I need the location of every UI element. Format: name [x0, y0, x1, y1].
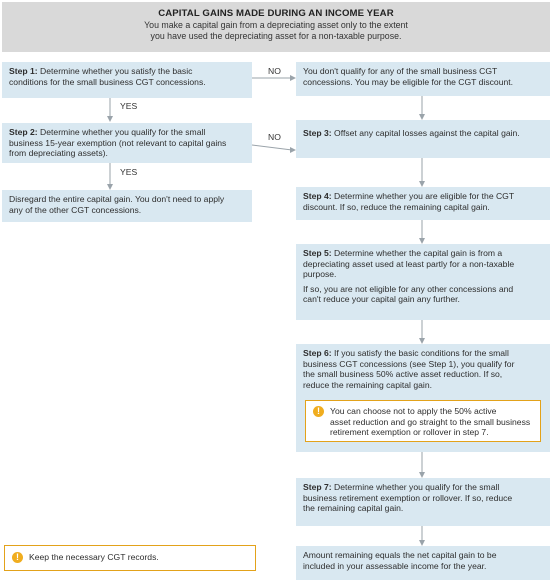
step5-box: [296, 244, 550, 320]
step6-label: Step 6:: [303, 348, 332, 358]
final-text-line-2: included in your assessable income for the year.: [303, 560, 487, 571]
step6-text-line-3: the small business 50% active asset reduction. If so,: [303, 369, 503, 380]
disregard-text-line-2: any of the other CGT concessions.: [9, 204, 142, 215]
disregard-text-line-1: Disregard the entire capital gain. You don't need to apply: [9, 194, 225, 204]
step7-box: [296, 478, 550, 526]
step5-label: Step 5:: [303, 248, 332, 258]
no-qualify-line-1: You don't qualify for any of the small business CGT: [303, 66, 498, 76]
step6-text-line-4: reduce the remaining capital gain.: [303, 379, 432, 390]
step7-text-line-1: Determine whether you qualify for the small: [334, 482, 500, 492]
step4-text-line-1: Determine whether you are eligible for the CGT: [334, 191, 515, 201]
no-qualify-box: [296, 62, 550, 96]
step3-label: Step 3:: [303, 128, 332, 138]
step2-text-line-2: business 15-year exemption (not relevant to capital gains: [9, 137, 227, 148]
final-text-line-1: Amount remaining equals the net capital gain to be: [303, 550, 497, 560]
no-qualify-line-2: concessions. You may be eligible for the CGT discount.: [303, 76, 514, 87]
step7-text-line-2: business retirement exemption or rollover. If so, reduce: [303, 492, 513, 503]
step1-text-line-1: Determine whether you satisfy the basic: [40, 66, 193, 76]
flowchart-subtitle-line-1: You make a capital gain from a depreciating asset only to the extent: [144, 20, 408, 30]
step3-text: Offset any capital losses against the capital gain.: [334, 128, 520, 138]
arrow-step2-no: [252, 145, 292, 150]
step5-para2-line-2: can't reduce your capital gain any further.: [303, 294, 460, 305]
step6-note-line-3: retirement exemption or rollover in step 7.: [330, 427, 489, 438]
step4-box: [296, 187, 550, 220]
flowchart-title: CAPITAL GAINS MADE DURING AN INCOME YEAR: [158, 8, 394, 19]
flowchart-subtitle-line-2: you have used the depreciating asset for a non-taxable purpose.: [150, 30, 402, 41]
step5-text-line-1: Determine whether the capital gain is from a: [334, 248, 503, 258]
step6-note-line-2: asset reduction and go straight to the small business: [330, 416, 531, 427]
step7-label: Step 7:: [303, 482, 332, 492]
disregard-gain-box: [2, 190, 252, 222]
connector-label-no-step1: NO: [268, 66, 281, 76]
step4-text-line-2: discount. If so, reduce the remaining capital gain.: [303, 201, 490, 212]
step2-text-line-1: Determine whether you qualify for the small: [40, 127, 206, 137]
records-note: [4, 545, 256, 571]
step2-label: Step 2:: [9, 127, 38, 137]
step5-text-line-3: purpose.: [303, 269, 337, 280]
warning-icon: !: [12, 552, 23, 563]
step3-box: [296, 120, 550, 158]
step2-text-line-3: from depreciating assets).: [9, 148, 108, 159]
connector-label-no-step2: NO: [268, 132, 281, 142]
step6-text-line-1: If you satisfy the basic conditions for the small: [334, 348, 509, 358]
final-result-box: [296, 546, 550, 580]
connector-label-yes-step1: YES: [120, 101, 138, 111]
step1-text-line-2: conditions for the small business CGT concessions.: [9, 76, 206, 87]
step4-label: Step 4:: [303, 191, 332, 201]
step6-note-line-1: You can choose not to apply the 50% active: [330, 406, 497, 416]
step1-box: [2, 62, 252, 98]
step6-note: [305, 400, 541, 442]
records-note-text: Keep the necessary CGT records.: [29, 552, 159, 562]
step7-text-line-3: the remaining capital gain.: [303, 503, 404, 514]
warning-icon: !: [313, 406, 324, 417]
step5-para2-line-1: If so, you are not eligible for any other concessions and: [303, 283, 514, 294]
step1-label: Step 1:: [9, 66, 38, 76]
connector-label-yes-step2: YES: [120, 167, 138, 177]
step5-text-line-2: depreciating asset used at least partly for a non-taxable: [303, 258, 515, 269]
step2-box: [2, 123, 252, 163]
step6-text-line-2: business CGT concessions (see Step 1), you qualify for: [303, 358, 515, 369]
